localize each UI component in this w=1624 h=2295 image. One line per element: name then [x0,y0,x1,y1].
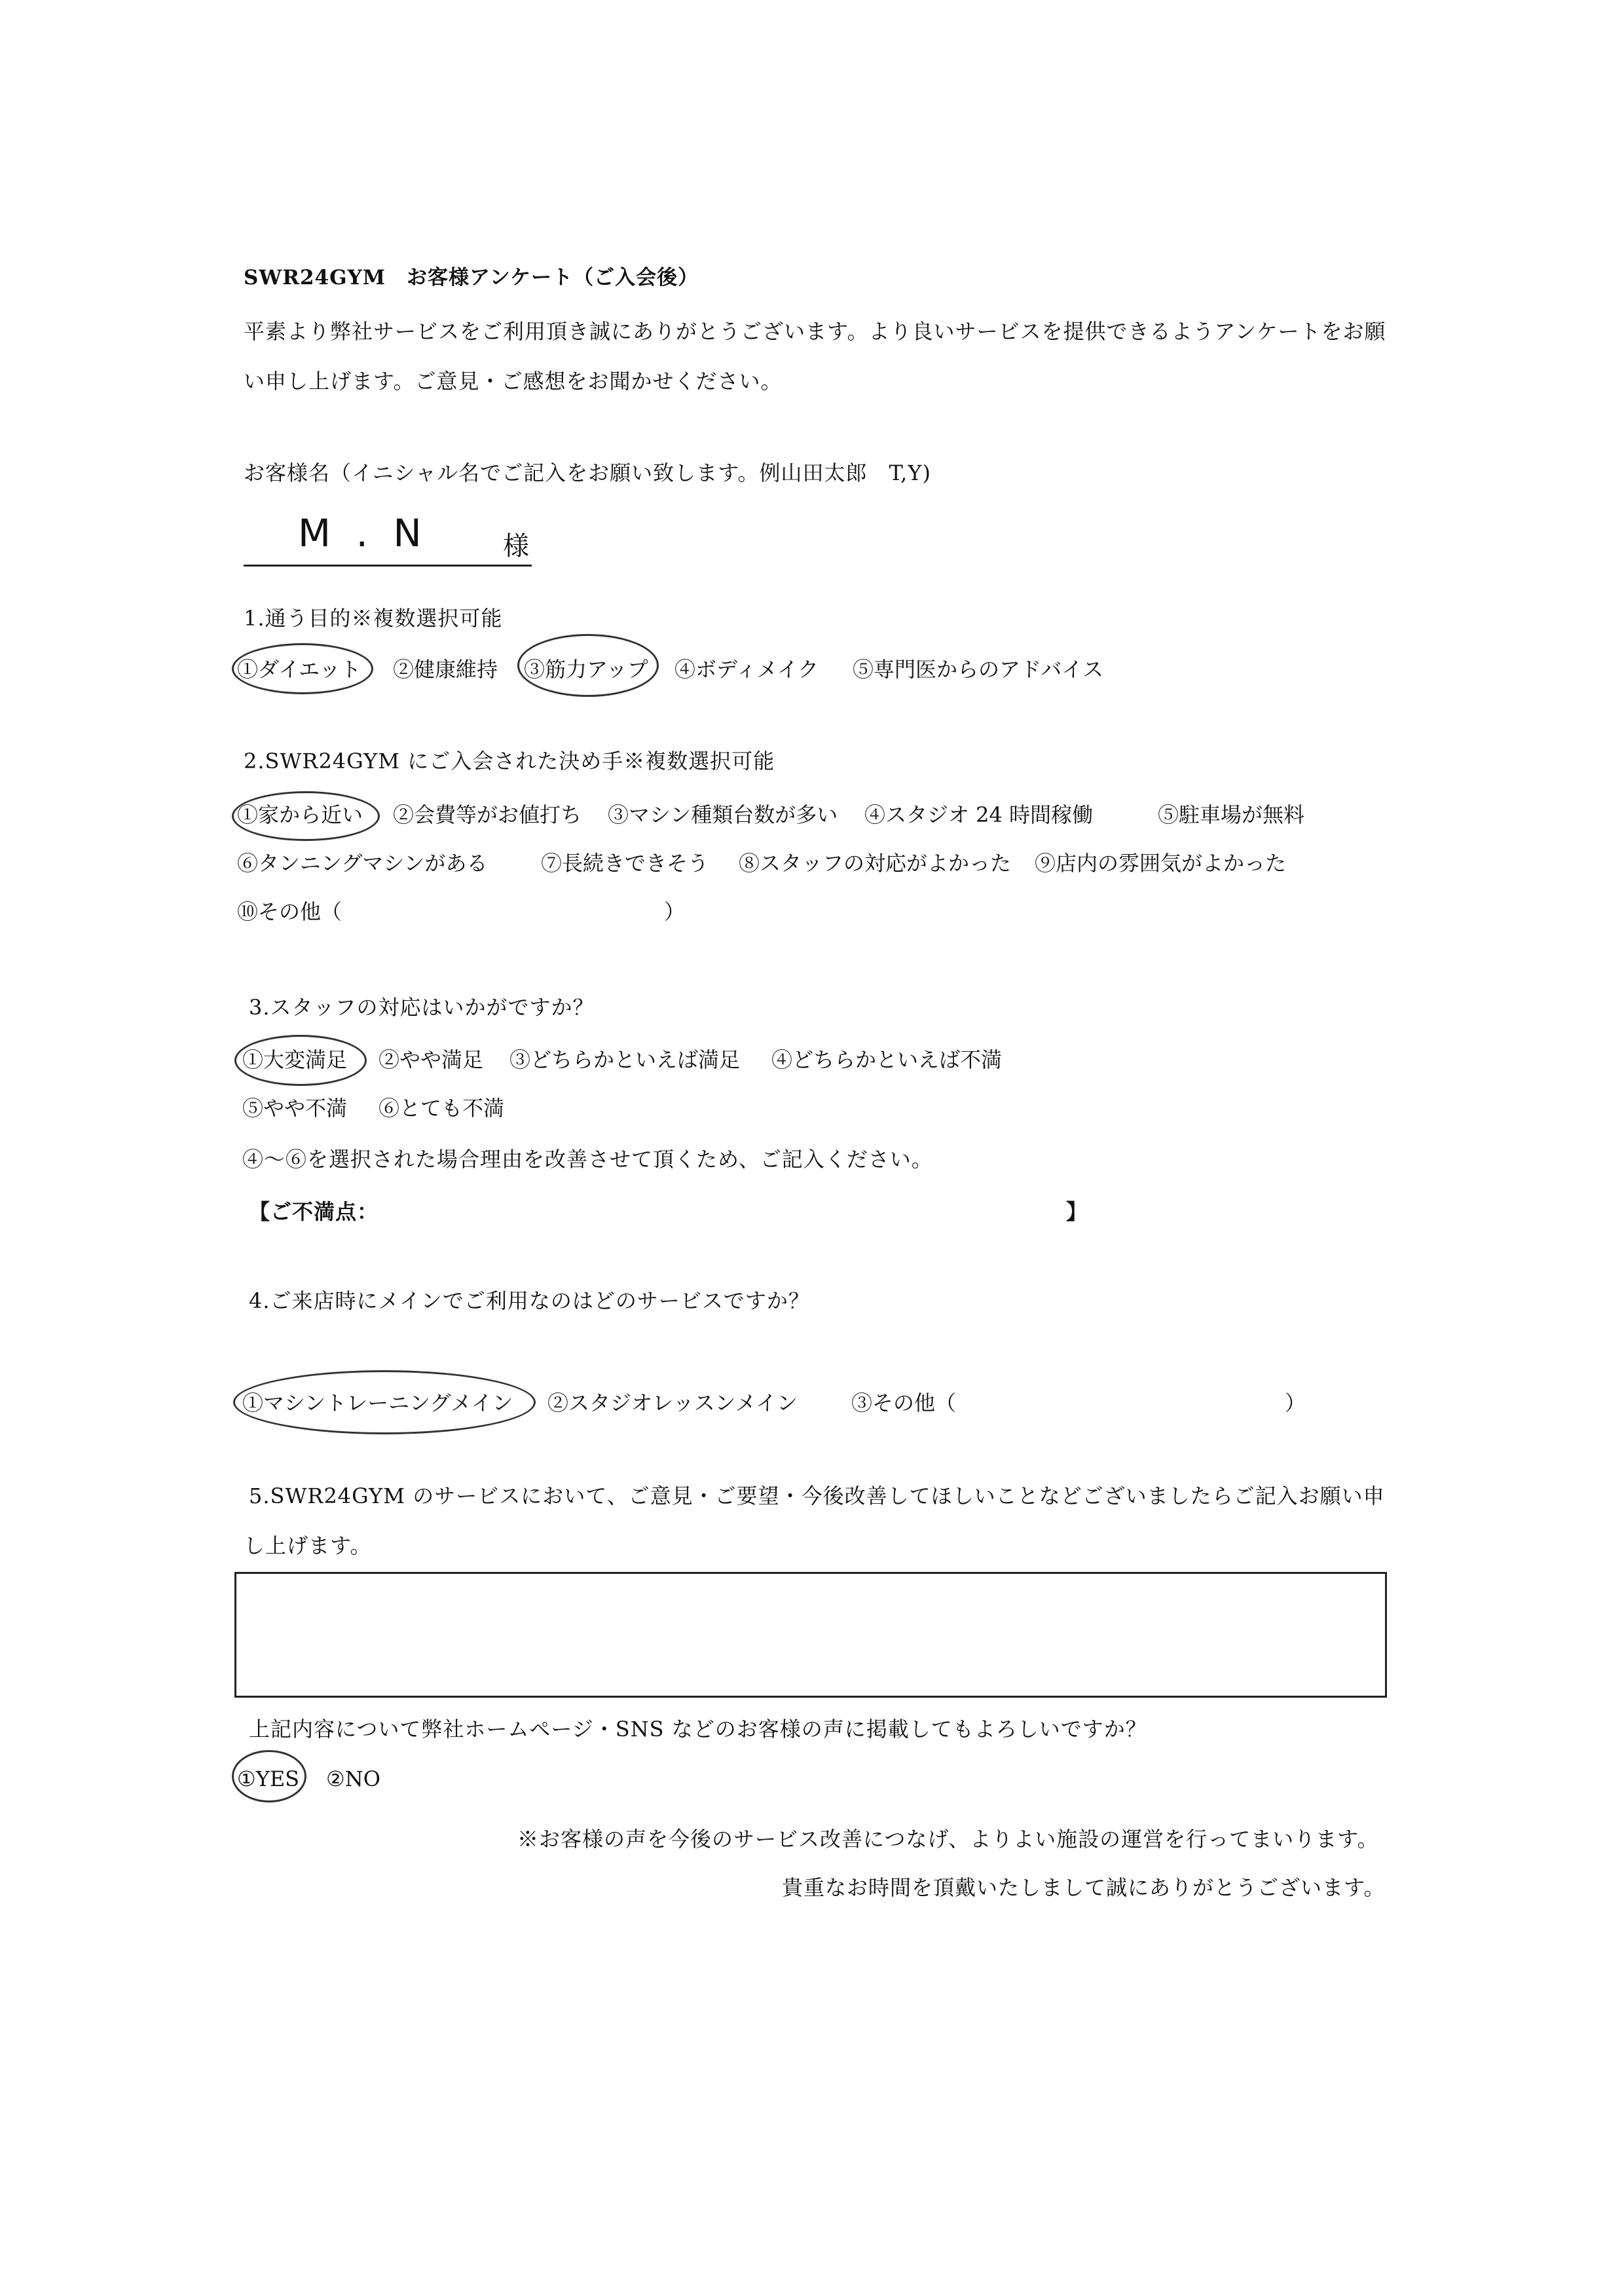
q1-option-diet[interactable]: ①ダイエット [237,657,361,682]
intro-text-line2: い申し上げます。ご意見・ご感想をお聞かせください。 [244,369,783,394]
q4-option-machine-training[interactable]: ①マシントレーニングメイン [242,1390,513,1415]
q4-other-close-paren: ） [1285,1390,1306,1415]
q3-complaint-label: 【ご不満点： [249,1199,379,1224]
q2-option-other[interactable]: ⑩その他（ [237,899,342,924]
q2-option-parking[interactable]: ⑤駐車場が無料 [1158,802,1305,827]
q2-option-tanning[interactable]: ⑥タンニングマシンがある [237,851,488,876]
customer-name-label: お客様名（イニシャル名でご記入をお願い致します。例山田太郎 T,Y) [244,460,931,485]
q2-question: 2.SWR24GYM にご入会された決め手※複数選択可能 [244,749,775,774]
q5-question-line2: し上げます。 [244,1533,372,1558]
q2-option-machines[interactable]: ③マシン種類台数が多い [608,802,838,827]
q1-option-health[interactable]: ②健康維持 [393,657,498,682]
q3-option-rather-satisfied[interactable]: ③どちらかといえば満足 [509,1047,741,1072]
customer-name-underline [244,565,532,567]
publish-option-yes[interactable]: ①YES [237,1766,300,1791]
q2-other-input[interactable] [359,899,654,925]
q3-option-somewhat-dissatisfied[interactable]: ⑤やや不満 [242,1096,348,1121]
q1-option-muscle[interactable]: ③筋力アップ [524,657,648,682]
footer-thanks: 貴重なお時間を頂戴いたしまして誠にありがとうございます。 [782,1875,1386,1900]
honorific-suffix: 様 [503,531,530,561]
q2-option-near-home[interactable]: ①家から近い [237,802,363,827]
q2-option-atmosphere[interactable]: ⑨店内の雰囲気がよかった [1035,851,1287,876]
q3-option-very-dissatisfied[interactable]: ⑥とても不満 [378,1096,505,1121]
q3-option-very-satisfied[interactable]: ①大変満足 [242,1047,348,1072]
q3-question: 3.スタッフの対応はいかがですか？ [249,995,595,1020]
q1-option-specialist[interactable]: ⑤専門医からのアドバイス [853,657,1104,682]
q4-question: 4.ご来店時にメインでご利用なのはどのサービスですか？ [249,1288,810,1313]
q3-option-somewhat-satisfied[interactable]: ②やや満足 [378,1047,484,1072]
q5-comment-textarea[interactable] [234,1572,1387,1698]
survey-title: SWR24GYM お客様アンケート（ご入会後） [244,266,699,289]
q1-option-bodymake[interactable]: ④ボディメイク [674,657,819,682]
customer-name-field[interactable]: M . N [298,511,428,555]
q2-option-studio-24h[interactable]: ④スタジオ 24 時間稼働 [864,802,1094,827]
q2-option-staff[interactable]: ⑧スタッフの対応がよかった [739,851,1012,876]
publish-question: 上記内容について弊社ホームページ・SNS などのお客様の声に掲載してもよろしいですか？ [249,1717,1147,1742]
intro-text-line1: 平素より弊社サービスをご利用頂き誠にありがとうございます。より良いサービスを提供できるようアンケートをお願 [244,319,1386,344]
q3-complaint-input[interactable] [393,1199,1048,1225]
q3-note: ④～⑥を選択された場合理由を改善させて頂くため、ご記入ください。 [242,1147,933,1172]
q2-option-long-lasting[interactable]: ⑦長続きできそう [541,851,709,876]
publish-option-no[interactable]: ②NO [326,1766,380,1791]
q4-option-studio-lesson[interactable]: ②スタジオレッスンメイン [547,1390,798,1415]
footer-note: ※お客様の声を今後のサービス改善につなげ、よりよい施設の運営を行ってまいります。 [517,1827,1379,1852]
q1-question: 1.通う目的※複数選択可能 [244,606,503,631]
q3-option-rather-dissatisfied[interactable]: ④どちらかといえば不満 [771,1047,1003,1072]
q2-option-fee[interactable]: ②会費等がお値打ち [393,802,582,827]
q2-other-close-paren: ） [664,899,686,924]
q4-option-other[interactable]: ③その他（ [851,1390,957,1415]
q4-other-input[interactable] [960,1390,1274,1416]
q5-question-line1: 5.SWR24GYM のサービスにおいて、ご意見・ご要望・今後改善してほしいことなどございましたらご記入お願い申 [249,1483,1385,1508]
q3-complaint-close: 】 [1066,1199,1088,1224]
